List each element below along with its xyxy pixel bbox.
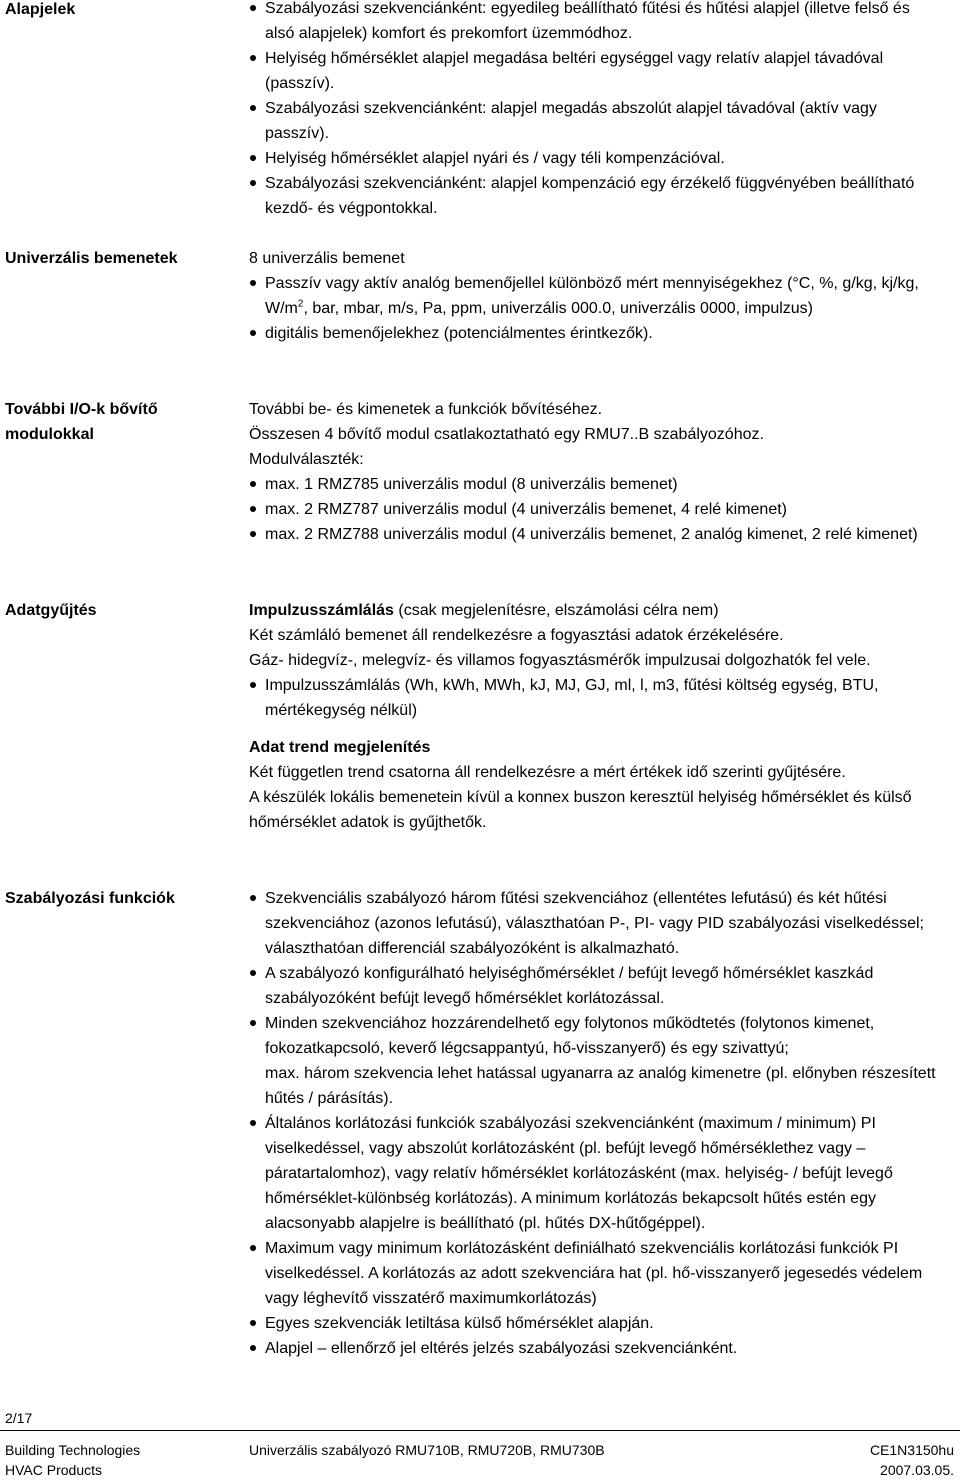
section-label: Adatgyűjtés (5, 602, 97, 619)
section-content (249, 886, 939, 1361)
section-content (249, 598, 939, 835)
text-line: Két független trend csatorna áll rendelkezésre a mért értékek idő szerinti gyűjtésére. (249, 764, 846, 781)
section-label (5, 246, 195, 271)
list-item: Általános korlátozási funkciók szabályozási szekvenciánként (maximum / minimum) PI viselkedéssel, vagy abszolút korlátozásként (pl. befújt levegő hőmérséklethez vagy –páratartalomhoz), vagy relatív hőmérséklet korlátozásként (max. helyiség- / befújt levegő hőmérséklet-különbség korlátozás). A minimum korlátozás bekapcsolt hűtés estén egy alacsonyabb alapjelre is beállítható (pl. hűtés DX-hűtőgéppel). (249, 1111, 939, 1236)
list-item: max. 1 RMZ785 univerzális modul (8 univerzális bemenet) (249, 472, 939, 497)
superscript: 2 (297, 298, 304, 310)
footer-left (5, 1440, 140, 1480)
section-label: További I/O-k bővítő modulokkal (5, 401, 158, 443)
list-item-text: Szekvenciális szabályozó három fűtési szekvenciához (ellentétes lefutású) és két hűtési szekvenciához (azonos lefutású), választhatóan P-, PI- vagy PID szabályozási viselkedéssel; (265, 890, 924, 932)
footer-right (870, 1440, 954, 1480)
list-item: Maximum vagy minimum korlátozásként definiálható szekvenciális korlátozási funkciók PI viselkedéssel. A korlátozás az adott szekvenciára hat (pl. hő-visszanyerő jegesedés védelem vagy léghevítő visszatérő maximumkorlátozás) (249, 1236, 939, 1311)
subsection-heading (249, 598, 939, 623)
footer-divider (0, 1430, 960, 1431)
list-item-text: , bar, mbar, m/s, Pa, ppm, univerzális 000.0, univerzális 0000, impulzus) (303, 300, 813, 317)
text-line: Két számláló bemenet áll rendelkezésre a fogyasztási adatok érzékelésére. (249, 627, 784, 644)
list-item: Impulzusszámlálás (Wh, kWh, MWh, kJ, MJ, GJ, ml, l, m3, fűtési költség egység, BTU, mértékegység nélkül) (249, 673, 939, 723)
text-line: Gáz- hidegvíz-, melegvíz- és villamos fogyasztásmérők impulzusai dolgozhatók fel vele. (249, 652, 871, 669)
list-item-text: Passzív vagy aktív analóg bemenőjellel különböző mért mennyiségekhez (°C, %, g/kg, kj/kg, W/m (265, 275, 919, 317)
list-item-text: max. három szekvencia lehet hatással ugyanarra az analóg kimenetre (pl. előnyben részesített hűtés / párásítás). (265, 1065, 936, 1107)
section-label: Szabályozási funkciók (5, 890, 175, 907)
footer-center (249, 1440, 605, 1460)
list-item: Helyiség hőmérséklet alapjel nyári és / vagy téli kompenzációval. (249, 146, 939, 171)
list-item: max. 2 RMZ788 univerzális modul (4 univerzális bemenet, 2 analóg kimenet, 2 relé kimenet) (249, 522, 939, 547)
section-content (249, 397, 939, 547)
list-item: digitális bemenőjelekhez (potenciálmentes érintkezők). (249, 321, 939, 346)
list-item-text: választhatóan differenciál szabályozóként is alkalmazható. (265, 940, 680, 957)
footer-division: HVAC Products (5, 1462, 102, 1478)
footer-doc-id: CE1N3150hu (869, 1442, 954, 1458)
section-content (249, 0, 939, 221)
footer-company: Building Technologies (5, 1442, 141, 1458)
intro-line: 8 univerzális bemenet (249, 250, 405, 267)
footer-product: Univerzális szabályozó RMU710B, RMU720B, RMU730B (249, 1442, 605, 1458)
text-line: Modulválaszték: (249, 451, 364, 468)
heading-bold: Impulzusszámlálás (249, 602, 394, 619)
text-line: A készülék lokális bemenetein kívül a konnex buszon keresztül helyiség hőmérséklet és külső hőmérséklet adatok is gyűjthetők. (249, 789, 912, 831)
heading-bold: Adat trend megjelenítés (249, 739, 431, 756)
list-item: max. 2 RMZ787 univerzális modul (4 univerzális bemenet, 4 relé kimenet) (249, 497, 939, 522)
page-number: 2/17 (5, 1410, 33, 1426)
list-item: Szabályozási szekvenciánként: alapjel kompenzáció egy érzékelő függvényében beállítható kezdő- és végpontokkal. (249, 171, 939, 221)
section-label-text: Univerzális bemenetek (5, 250, 178, 267)
list-item: Helyiség hőmérséklet alapjel megadása beltéri egységgel vagy relatív alapjel távadóval (passzív). (249, 46, 939, 96)
text-line: További be- és kimenetek a funkciók bővítéséhez. (249, 401, 603, 418)
text-line: Összesen 4 bővítő modul csatlakoztatható egy RMU7..B szabályozóhoz. (249, 426, 764, 443)
list-item: A szabályozó konfigurálható helyiséghőmérséklet / befújt levegő hőmérséklet kaszkád szabályozóként befújt levegő hőmérséklet korlátozással. (249, 961, 939, 1011)
list-item (249, 886, 939, 961)
footer-date: 2007.03.05. (880, 1462, 954, 1478)
list-item: Szabályozási szekvenciánként: egyedileg beállítható fűtési és hűtési alapjel (illetve felső és alsó alapjelek) komfort és prekomfort üzemmódhoz. (249, 0, 939, 46)
list-item: Egyes szekvenciák letiltása külső hőmérséklet alapján. (249, 1311, 939, 1336)
subsection-heading (249, 735, 939, 760)
heading-rest: (csak megjelenítésre, elszámolási célra nem) (393, 602, 719, 619)
list-item (249, 271, 939, 321)
list-item (249, 1011, 939, 1111)
section-label: Alapjelek (5, 1, 76, 18)
section-content (249, 246, 939, 346)
list-item-text: Minden szekvenciához hozzárendelhető egy folytonos működtetés (folytonos kimenet, fokozatkapcsoló, keverő légcsappantyú, hő-visszanyerő) és egy szivattyú; (265, 1015, 875, 1057)
list-item: Alapjel – ellenőrző jel eltérés jelzés szabályozási szekvenciánként. (249, 1336, 939, 1361)
list-item: Szabályozási szekvenciánként: alapjel megadás abszolút alapjel távadóval (aktív vagy passzív). (249, 96, 939, 146)
